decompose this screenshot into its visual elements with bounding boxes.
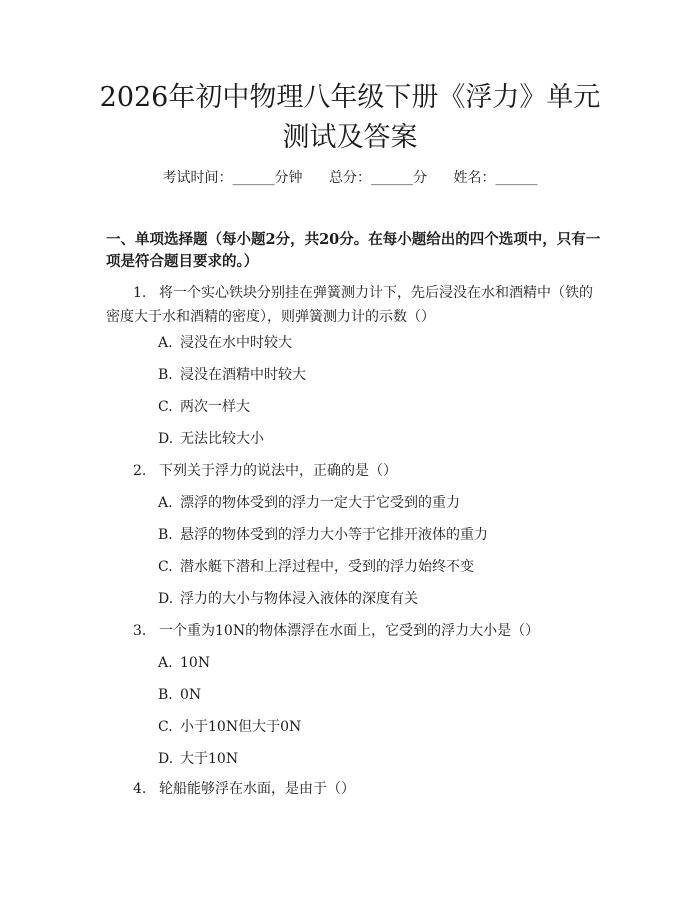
question-1-option-a: [158, 333, 292, 353]
option-text: 大于10N: [180, 751, 239, 767]
student-name-blank: ______: [495, 170, 538, 186]
option-text: 10N: [180, 655, 211, 671]
option-letter: B.: [158, 367, 173, 383]
total-score-unit: 分: [413, 170, 427, 186]
option-letter: C.: [158, 719, 173, 735]
question-number: 2.: [133, 463, 147, 479]
question-3-option-b: [158, 685, 201, 705]
option-letter: C.: [158, 559, 173, 575]
option-letter: A.: [158, 495, 173, 511]
question-1-option-d: [158, 429, 264, 449]
question-2-option-c: [158, 557, 474, 577]
question-1-option-c: [158, 397, 250, 417]
exam-info: [0, 168, 700, 188]
question-text: 一个重为10N的物体漂浮在水面上，它受到的浮力大小是（）: [159, 623, 540, 639]
exam-time-label: 考试时间：: [162, 170, 233, 186]
question-3-option-c: [158, 717, 301, 737]
option-text: 0N: [180, 687, 202, 703]
question-2: [106, 459, 604, 483]
option-text: 潜水艇下潜和上浮过程中，受到的浮力始终不变: [180, 559, 474, 575]
option-letter: D.: [158, 591, 174, 607]
option-text: 漂浮的物体受到的浮力一定大于它受到的重力: [180, 495, 460, 511]
option-letter: A.: [158, 335, 173, 351]
question-3-option-d: [158, 749, 238, 769]
option-text: 浸没在酒精中时较大: [180, 367, 306, 383]
option-text: 两次一样大: [180, 399, 250, 415]
question-text: 将一个实心铁块分别挂在弹簧测力计下，先后浸没在水和酒精中（铁的密度大于水和酒精的密度），则弹簧测力计的示数（）: [106, 285, 593, 325]
total-score-field: [329, 168, 427, 188]
question-3-option-a: [158, 653, 210, 673]
option-text: 小于10N但大于0N: [180, 719, 302, 735]
question-text: 轮船能够浮在水面，是由于（）: [159, 781, 355, 797]
question-4: [106, 777, 604, 801]
question-number: 4.: [133, 781, 147, 797]
question-number: 1.: [133, 285, 147, 301]
question-text: 下列关于浮力的说法中，正确的是（）: [159, 463, 397, 479]
question-2-option-b: [158, 525, 488, 545]
section-heading: 一、单项选择题（每小题2分，共20分。在每小题给出的四个选项中，只有一项是符合题目要求的。）: [106, 231, 601, 270]
option-letter: B.: [158, 687, 173, 703]
option-letter: D.: [158, 431, 174, 447]
question-2-option-a: [158, 493, 460, 513]
question-1-option-b: [158, 365, 306, 385]
total-score-label: 总分：: [329, 170, 371, 186]
question-1: [106, 281, 604, 329]
exam-time-unit: 分钟: [274, 170, 303, 186]
student-name-label: 姓名：: [453, 170, 496, 186]
option-text: 无法比较大小: [180, 431, 264, 447]
exam-time-field: [163, 168, 303, 188]
option-letter: C.: [158, 399, 173, 415]
option-letter: D.: [158, 751, 174, 767]
student-name-field: [453, 168, 537, 188]
option-letter: A.: [158, 655, 173, 671]
exam-time-blank: ______: [232, 170, 275, 186]
option-text: 浸没在水中时较大: [180, 335, 292, 351]
page-title: 2026年初中物理八年级下册《浮力》单元测试及答案: [99, 82, 601, 153]
total-score-blank: ______: [371, 170, 413, 186]
question-3: [106, 619, 604, 643]
option-letter: B.: [158, 527, 173, 543]
question-number: 3.: [133, 623, 147, 639]
option-text: 浮力的大小与物体浸入液体的深度有关: [180, 591, 418, 607]
question-2-option-d: [158, 589, 418, 609]
option-text: 悬浮的物体受到的浮力大小等于它排开液体的重力: [180, 527, 488, 543]
